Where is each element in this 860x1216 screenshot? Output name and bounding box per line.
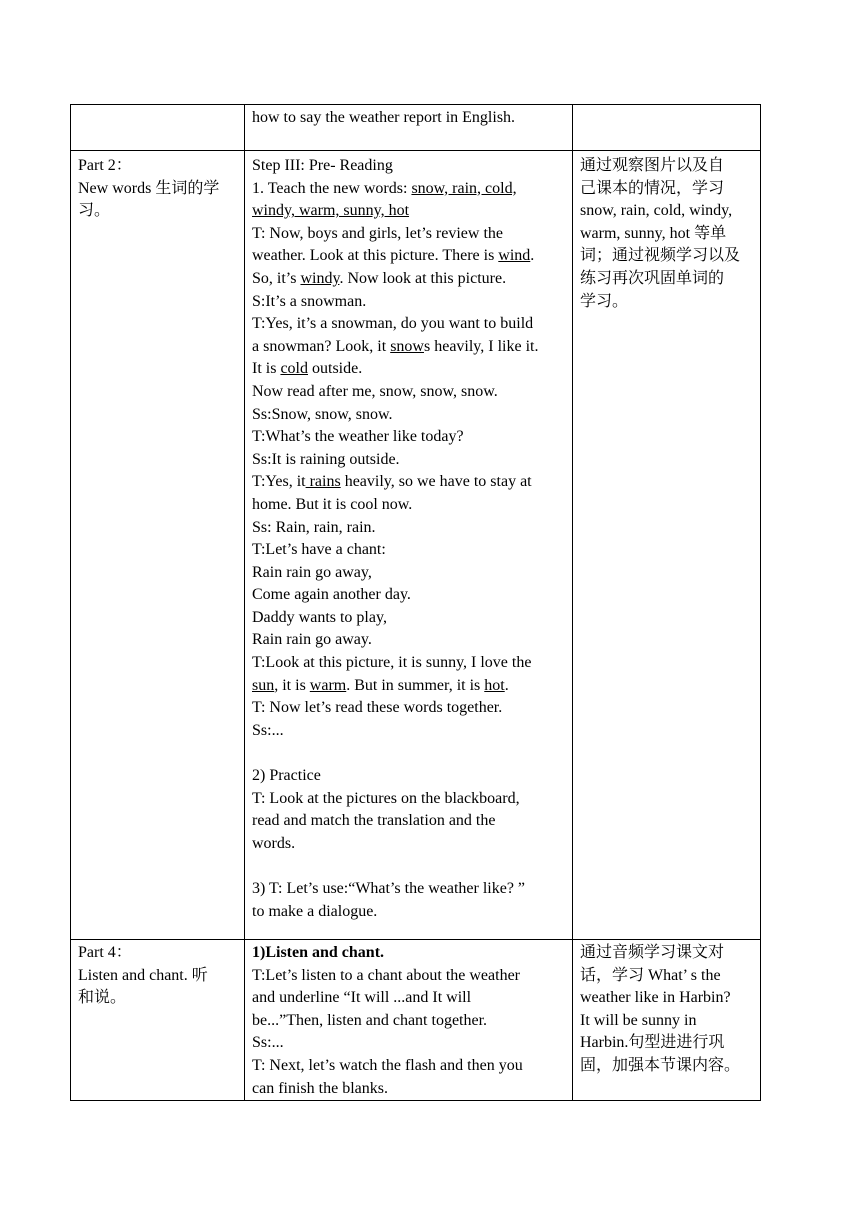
part-subtitle-cont: 和说。: [78, 989, 127, 1007]
purpose-line: 词；通过视频学习以及: [580, 247, 741, 265]
chant-line: Rain rain go away,: [252, 563, 372, 581]
practice-line: words.: [252, 834, 296, 852]
new-words: snow, rain, cold,: [411, 179, 517, 197]
dialogue-line: Ss:Snow, snow, snow.: [252, 405, 393, 423]
procedure-line: and underline “It will ...and It will: [252, 989, 472, 1007]
chant-line: Daddy wants to play,: [252, 608, 387, 626]
purpose-line: 己课本的情况，学习: [580, 179, 725, 197]
part-title: Part 4：: [78, 944, 132, 961]
part-cell: [71, 151, 245, 940]
practice-line: T: Look at the pictures on the blackboard,: [252, 789, 520, 807]
dialogue-line: [252, 471, 565, 494]
key-word: windy: [300, 269, 340, 287]
purpose-cell: [573, 151, 761, 940]
text-run: .: [504, 676, 509, 694]
purpose-cell: [573, 105, 761, 151]
dialogue-line: T:What’s the weather like today?: [252, 428, 464, 446]
dialogue-line: T: Now, boys and girls, let’s review the: [252, 224, 504, 242]
activity-heading: 1)Listen and chant.: [252, 944, 385, 961]
chant-line: Rain rain go away.: [252, 631, 372, 649]
lesson-plan-table: [70, 104, 761, 1101]
text-run: weather. Look at this picture. There is: [252, 247, 499, 265]
dialogue-line: T:Look at this picture, it is sunny, I love the: [252, 654, 532, 672]
dialogue-task-line: 3) T: Let’s use:“What’s the weather like? ”: [252, 880, 526, 897]
text-run: a snowman? Look, it: [252, 337, 391, 355]
dialogue-line: [252, 336, 565, 359]
purpose-line: warm, sunny, hot 等单: [580, 224, 727, 242]
purpose-line: 学习。: [580, 292, 629, 310]
procedure-cell: [245, 940, 573, 1101]
part-cell: [71, 105, 245, 151]
table-row: [71, 105, 761, 151]
procedure-line: T: Next, let’s watch the flash and then you: [252, 1056, 523, 1074]
dialogue-line: Ss:...: [252, 721, 284, 739]
dialogue-line: [252, 675, 565, 698]
procedure-cell: [245, 151, 573, 940]
procedure-line: how to say the weather report in English.: [252, 109, 516, 126]
text-run: . But in summer, it is: [346, 676, 485, 694]
part-subtitle-cont: 习。: [78, 202, 111, 220]
table-row: [71, 940, 761, 1101]
dialogue-line: home. But it is cool now.: [252, 495, 413, 513]
key-word: cold: [280, 360, 308, 378]
table-row: [71, 151, 761, 940]
blank-line: [252, 742, 565, 765]
practice-heading: 2) Practice: [252, 767, 321, 785]
dialogue-line: Ss: Rain, rain, rain.: [252, 518, 376, 536]
purpose-line: weather like in Harbin?: [580, 989, 731, 1007]
blank-line: [252, 855, 565, 878]
procedure-line: T:Let’s listen to a chant about the weather: [252, 966, 520, 984]
procedure-line: be...”Then, listen and chant together.: [252, 1011, 488, 1029]
dialogue-line: Ss:It is raining outside.: [252, 450, 400, 468]
key-word: sun: [252, 676, 275, 694]
key-word: warm: [309, 676, 347, 694]
purpose-line: Harbin.句型进进行巩: [580, 1034, 725, 1052]
purpose-line: 通过音频学习课文对: [580, 944, 725, 961]
dialogue-line: T:Let’s have a chant:: [252, 541, 386, 559]
purpose-line: snow, rain, cold, windy,: [580, 202, 733, 220]
dialogue-line: [252, 268, 565, 291]
dialogue-line: T:Yes, it’s a snowman, do you want to build: [252, 315, 534, 333]
text-run: heavily, so we have to stay at: [340, 473, 532, 491]
key-word: rains: [305, 473, 341, 491]
text-run: It is: [252, 360, 281, 378]
purpose-line: 通过观察图片以及自: [580, 157, 725, 174]
dialogue-line: T: Now let’s read these words together.: [252, 699, 503, 717]
text-run: outside.: [308, 360, 363, 378]
text-run: .: [530, 247, 535, 265]
chant-line: Come again another day.: [252, 586, 411, 604]
teach-words-line: [252, 178, 565, 201]
part-subtitle: Listen and chant. 听: [78, 966, 208, 984]
purpose-cell: [573, 940, 761, 1101]
purpose-line: 练习再次巩固单词的: [580, 269, 725, 287]
step-heading: Step III: Pre- Reading: [252, 157, 393, 174]
purpose-line: 话，学习 What’ s the: [580, 966, 721, 984]
part-title: Part 2：: [78, 157, 132, 174]
practice-line: read and match the translation and the: [252, 812, 496, 830]
dialogue-line: [252, 245, 565, 268]
part-subtitle: New words 生词的学: [78, 179, 220, 197]
key-word: wind: [498, 247, 531, 265]
key-word: snow: [390, 337, 424, 355]
text-run: , it is: [274, 676, 310, 694]
procedure-line: can finish the blanks.: [252, 1079, 388, 1097]
key-word: hot: [484, 676, 505, 694]
dialogue-line: S:It’s a snowman.: [252, 292, 367, 310]
part-cell: [71, 940, 245, 1101]
purpose-line: It will be sunny in: [580, 1011, 697, 1029]
text-run: s heavily, I like it.: [423, 337, 539, 355]
dialogue-line: Now read after me, snow, snow, snow.: [252, 382, 498, 400]
procedure-cell: [245, 105, 573, 151]
text-run: . Now look at this picture.: [339, 269, 507, 287]
text-run: So, it’s: [252, 269, 301, 287]
procedure-line: Ss:...: [252, 1034, 284, 1052]
new-words-cont: windy, warm, sunny, hot: [252, 202, 410, 220]
dialogue-task-line: to make a dialogue.: [252, 902, 378, 920]
teach-prefix: 1. Teach the new words:: [252, 179, 412, 197]
text-run: T:Yes, it: [252, 473, 306, 491]
dialogue-line: [252, 358, 565, 381]
purpose-line: 固，加强本节课内容。: [580, 1056, 741, 1074]
